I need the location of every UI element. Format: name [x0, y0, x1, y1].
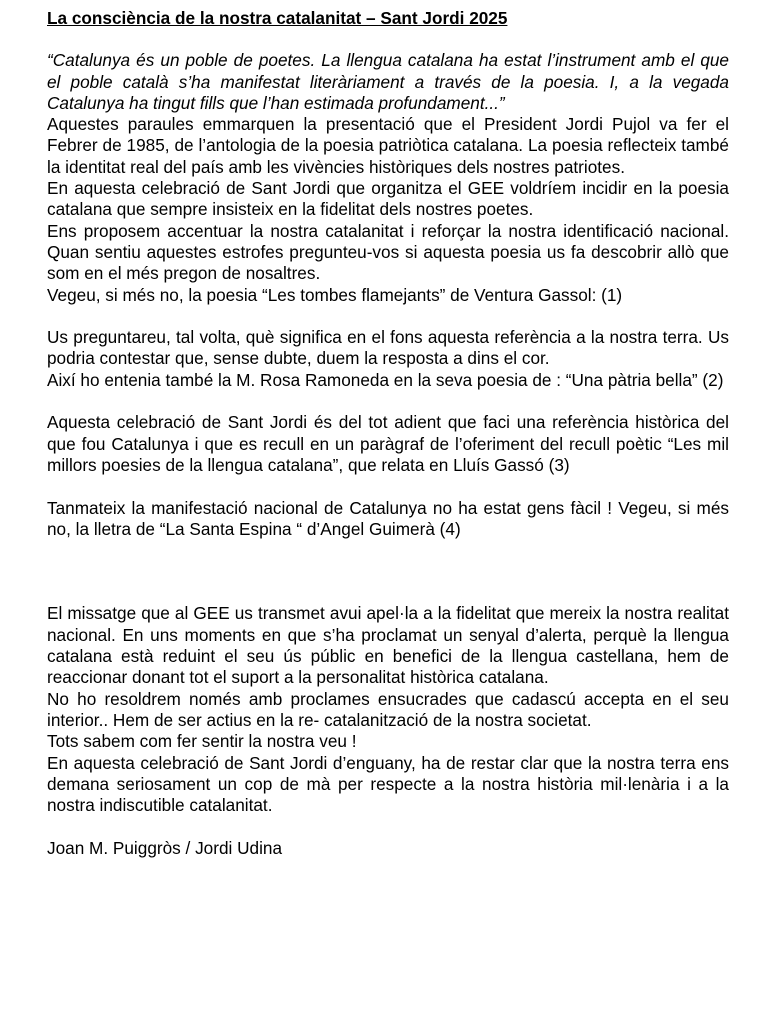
paragraph: Vegeu, si més no, la poesia “Les tombes flamejants” de Ventura Gassol: (1) [47, 284, 623, 305]
document-page [47, 8, 729, 859]
paragraph: En aquesta celebració de Sant Jordi que organitza el GEE voldríem incidir en la poesia catalana que sempre insisteix en la fidelitat dels nostres poetes. [47, 178, 729, 220]
paragraph: Tots sabem com fer sentir la nostra veu ! [47, 731, 357, 752]
paragraph: Així ho entenia també la M. Rosa Ramoneda en la seva poesia de : “Una pàtria bella” (2) [47, 369, 724, 390]
section-message [47, 603, 729, 816]
paragraph: El missatge que al GEE us transmet avui apel·la a la fidelitat que mereix la nostra realitat nacional. En uns moments en que s’ha proclamat un senyal d’alerta, perquè la llengua catalana està reduint el seu ús públic en benefici de la llengua castellana, hem de reaccionar donant tot el suport a la personalitat històrica catalana. [47, 603, 729, 688]
paragraph: En aquesta celebració de Sant Jordi d’enguany, ha de restar clar que la nostra terra ens demana seriosament un cop de mà per respecte a la nostra història mil·lenària i a la nostra indiscutible catalanitat. [47, 752, 729, 816]
section-manifestation [47, 498, 729, 541]
section-history [47, 412, 729, 476]
paragraph: Ens proposem accentuar la nostra catalanitat i reforçar la nostra identificació nacional. Quan sentiu aquestes estrofes pregunteu-vos si aquesta poesia us fa descobrir allò que som en el més pregon de nosaltres. [47, 220, 729, 284]
paragraph: Aquesta celebració de Sant Jordi és del tot adient que faci una referència històrica del que fou Catalunya i que es recull en un paràgraf de l’oferiment del recull poètic “Les mil millors poesies de la llengua catalana”, que relata en Lluís Gassó (3) [47, 412, 729, 475]
section-intro [47, 50, 729, 306]
paragraph: Aquestes paraules emmarquen la presentació que el President Jordi Pujol va fer el Febrer de 1985, de l’antologia de la poesia patriòtica catalana. La poesia reflecteix també la identitat real del país amb les vivències històriques dels nostres patriotes. [47, 114, 729, 177]
spacer [47, 561, 729, 603]
document-title: La consciència de la nostra catalanitat – Sant Jordi 2025 [47, 8, 508, 28]
paragraph: No ho resoldrem només amb proclames ensucrades que cadascú accepta en el seu interior.. Hem de ser actius en la re- catalanització de la nostra societat. [47, 688, 729, 730]
opening-quote: “Catalunya és un poble de poetes. La llengua catalana ha estat l’instrument amb el que el poble català s’ha manifestat literàriament a través de la poesia. I, a la vegada Catalunya ha tingut fills que l’han estimada profundament...” [47, 50, 729, 113]
signature: Joan M. Puiggròs / Jordi Udina [47, 837, 283, 858]
paragraph: Tanmateix la manifestació nacional de Catalunya no ha estat gens fàcil ! Vegeu, si més no, la lletra de “La Santa Espina “ d’Angel Guimerà (4) [47, 497, 729, 539]
section-land [47, 327, 729, 391]
paragraph: Us preguntareu, tal volta, què significa en el fons aquesta referència a la nostra terra. Us podria contestar que, sense dubte, duem la resposta a dins el cor. [47, 327, 729, 369]
